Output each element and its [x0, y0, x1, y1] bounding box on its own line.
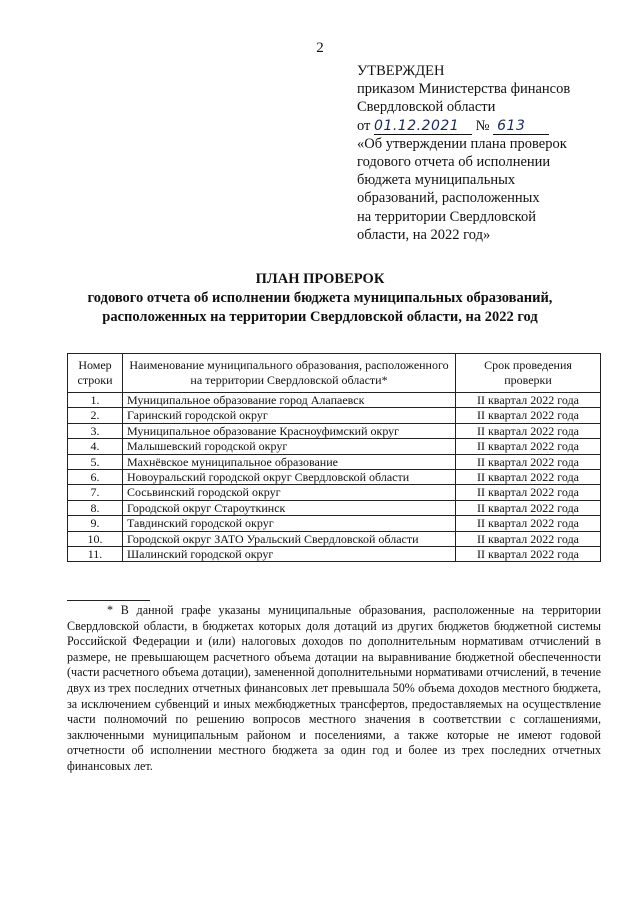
subject-line: области, на 2022 год» — [357, 226, 491, 243]
row-name: Махнёвское муниципальное образование — [123, 454, 456, 469]
table-row — [68, 423, 601, 438]
row-period: II квартал 2022 года — [456, 485, 601, 500]
table-row — [68, 454, 601, 469]
subject-line: годового отчета об исполнении — [357, 154, 551, 171]
row-period: II квартал 2022 года — [456, 516, 601, 531]
row-number: 4. — [68, 439, 123, 454]
header-number: Номер строки — [68, 354, 123, 393]
table-row — [68, 485, 601, 500]
row-name: Гаринский городской округ — [123, 408, 456, 423]
row-number: 7. — [68, 485, 123, 500]
row-period: II квартал 2022 года — [456, 439, 601, 454]
row-name: Шалинский городской округ — [123, 547, 456, 562]
row-number: 3. — [68, 423, 123, 438]
row-name: Городской округ ЗАТО Уральский Свердловской области — [123, 531, 456, 546]
table-row — [68, 516, 601, 531]
row-period: II квартал 2022 года — [456, 470, 601, 485]
footnote-divider — [67, 600, 150, 601]
subject-line: образований, расположенных — [357, 190, 540, 207]
row-name: Сосьвинский городской округ — [123, 485, 456, 500]
row-name: Муниципальное образование Красноуфимский округ — [123, 423, 456, 438]
subject-line: «Об утверждении плана проверок — [357, 135, 567, 152]
number-prefix: № — [475, 117, 490, 134]
table-row — [68, 531, 601, 546]
subject-line: на территории Свердловской — [357, 208, 536, 225]
row-name: Тавдинский городской округ — [123, 516, 456, 531]
row-number: 2. — [68, 408, 123, 423]
plan-title-block — [0, 270, 640, 327]
row-number: 9. — [68, 516, 123, 531]
subject-line: бюджета муниципальных — [357, 172, 516, 189]
row-period: II квартал 2022 года — [456, 547, 601, 562]
row-name: Новоуральский городской округ Свердловской области — [123, 470, 456, 485]
row-period: II квартал 2022 года — [456, 531, 601, 546]
page-number: 2 — [316, 40, 324, 56]
footnote-text: * В данной графе указаны муниципальные образования, расположенные на территории Свердловской области, в бюджетах которых доля дотаций из других бюджетов бюджетной системы Российской Федерации и (или) налоговых доходов по дополнительным нормативам отчислений в размере, не превышающем расчетного объема дотации на выравнивание бюджетной обеспеченности (части расчетного объема дотации), замененной дополнительными нормативами отчислений, в течение двух из трех последних отчетных финансовых лет превышала 50% объема доходов местного бюджета, за исключением субвенций и иных межбюджетных трансфертов, предоставляемых на осуществление части полномочий по решению вопросов местного значения в соответствии с соглашениями, заключенными муниципальным районом и поселениями, а также которые не имеют годовой отчетности об исполнении местного бюджета за один год и более из трех последних отчетных финансовых лет. — [67, 603, 601, 773]
row-period: II квартал 2022 года — [456, 500, 601, 515]
plan-table — [67, 353, 601, 562]
row-period: II квартал 2022 года — [456, 454, 601, 469]
plan-title: ПЛАН ПРОВЕРОК — [255, 271, 385, 287]
header-name: Наименование муниципального образования, расположенного на территории Свердловской области* — [123, 354, 456, 393]
table-row — [68, 408, 601, 423]
row-number: 6. — [68, 470, 123, 485]
row-number: 1. — [68, 393, 123, 408]
header-period: Срок проведения проверки — [456, 354, 601, 393]
row-number: 11. — [68, 547, 123, 562]
row-number: 10. — [68, 531, 123, 546]
row-name: Муниципальное образование город Алапаевск — [123, 393, 456, 408]
date-prefix: от — [357, 117, 371, 134]
table-row — [68, 500, 601, 515]
approval-region-line: Свердловской области — [357, 99, 496, 116]
row-number: 5. — [68, 454, 123, 469]
approval-heading: УТВЕРЖДЕН — [357, 63, 445, 79]
table-row — [68, 547, 601, 562]
plan-subtitle-line: годового отчета об исполнении бюджета муниципальных образований, — [87, 290, 553, 306]
table-row — [68, 393, 601, 408]
plan-subtitle-line: расположенных на территории Свердловской области, на 2022 год — [102, 309, 538, 325]
row-period: II квартал 2022 года — [456, 408, 601, 423]
handwritten-date: 01.12.2021 — [374, 119, 472, 135]
row-name: Городской округ Староуткинск — [123, 500, 456, 515]
approval-order-line: приказом Министерства финансов — [357, 81, 571, 98]
table-header-row — [68, 354, 601, 393]
row-period: II квартал 2022 года — [456, 393, 601, 408]
approval-date-line — [357, 117, 627, 135]
table-row — [68, 470, 601, 485]
handwritten-number: 613 — [493, 119, 549, 135]
table-row — [68, 439, 601, 454]
row-period: II квартал 2022 года — [456, 423, 601, 438]
row-number: 8. — [68, 500, 123, 515]
approval-block — [357, 62, 627, 244]
row-name: Малышевский городской округ — [123, 439, 456, 454]
